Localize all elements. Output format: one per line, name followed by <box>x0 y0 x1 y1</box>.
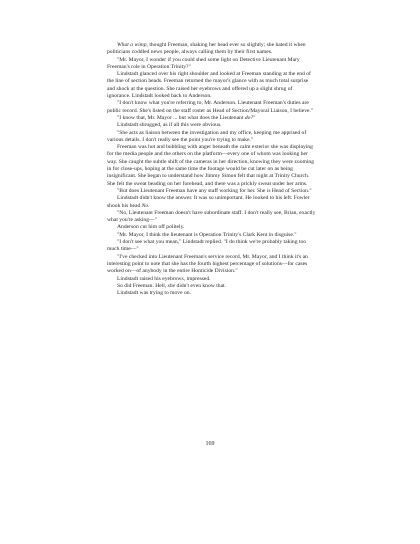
paragraph <box>107 283 317 290</box>
text-run: Lindstadt raised his eyebrows, impressed. <box>117 275 211 282</box>
italic-text: is <box>266 187 271 194</box>
text-run: So did Freeman. Hell, <box>117 282 168 289</box>
paragraph <box>107 100 317 115</box>
italic-text: No. <box>141 202 150 209</box>
italic-text: What a wimp, <box>117 42 148 48</box>
body-text <box>107 42 317 297</box>
text-run: thought Freeman, shaking her head ever so slightly; she hated it when politicians coddled news people, always calling them by their first names. <box>107 42 306 56</box>
text-run: Anderson cut him off politely. <box>117 224 185 231</box>
text-run: "I've checked into Lieutenant Freeman's service record, Mr. Mayor, and I think it's an interesting point to note that she has the fourth highest percentage of solutions—for cases worked on—of anybody in the entire Homicide Division." <box>107 253 308 275</box>
paragraph <box>107 254 317 276</box>
paragraph <box>107 239 317 254</box>
text-run: Lindstadt shrugged, as if all this were obvious. <box>117 122 222 129</box>
text-run: didn't even know that. <box>175 282 227 289</box>
paragraph <box>107 290 317 297</box>
paragraph <box>107 42 317 57</box>
text-run: "I know that, Mr. Mayor ... but what does the Lieutenant <box>117 114 245 121</box>
paragraph <box>107 195 317 210</box>
italic-text: do? <box>244 114 254 121</box>
text-run: Lindstadt was trying to move on. <box>117 290 191 297</box>
paragraph <box>107 130 317 145</box>
text-run: "I don't see what you mean," Lindstadt replied. "I do think we're probably taking too much time—" <box>107 239 307 253</box>
paragraph <box>107 232 317 239</box>
text-run: "No, Lieutenant Freeman doesn't have subordinate staff. I don't really see, Brian, exactly what you're asking—" <box>107 209 316 224</box>
text-run: " <box>253 114 256 121</box>
text-run: "Mr. Mayor, I wonder if you could shed some light on Detective Lieutenant Mary Freeman's role in Operation Trinity?" <box>107 56 300 70</box>
text-run: "Mr. Mayor, I think the lieutenant is Operation Trinity's Clark Kent in disguise." <box>117 231 297 238</box>
text-run: Freeman was hot and bubbling with anger beneath the calm exterior she was displaying for the media people and the others on the platform—every one of whom was looking her way. She caught the subtle shift of the cameras in her direction, knowing they were zooming in for close-ups, hoping at the same time the footage would be cut later on as being insignificant. She began to understand how Jimmy Simon felt that night at Trinity Church. She felt the sweat beading on her forehead, and there was a prickly sweat under her arms. <box>107 144 315 187</box>
paragraph <box>107 224 317 231</box>
italic-text: she <box>167 282 176 289</box>
paragraph <box>107 122 317 129</box>
text-run: Lindstadt glanced over his right shoulder and looked at Freeman standing at the end of the line of section heads. Freeman returned the mayor's glance with as much total surprise and shock at the question. She raised her eyebrows and offered up a slight shrug of ignorance. Lindstadt looked back to Anderson. <box>107 71 311 100</box>
paragraph <box>107 144 317 188</box>
paragraph <box>107 57 317 72</box>
paragraph <box>107 71 317 100</box>
paragraph <box>107 210 317 225</box>
paragraph <box>107 276 317 283</box>
text-run: "She acts as liaison between the investigation and my office, keeping me apprised of various details. I don't really see the point you're trying to make." <box>107 129 307 143</box>
page-number: 169 <box>205 441 215 447</box>
text-run: Lindstadt didn't know the answer. It was so unimportant. He looked to his left. Fowler shook his head <box>107 195 310 209</box>
text-run: "But does Lieutenant Freeman have any staff working for her. She <box>117 187 267 194</box>
text-run: Head of Section." <box>270 187 312 194</box>
text-run: "I don't know what you're referring to, Mr. Anderson. Lieutenant Freeman's duties are public record. She's listed on the staff roster as Head of Section/Mayoral Liaison, I believe." <box>107 100 314 114</box>
